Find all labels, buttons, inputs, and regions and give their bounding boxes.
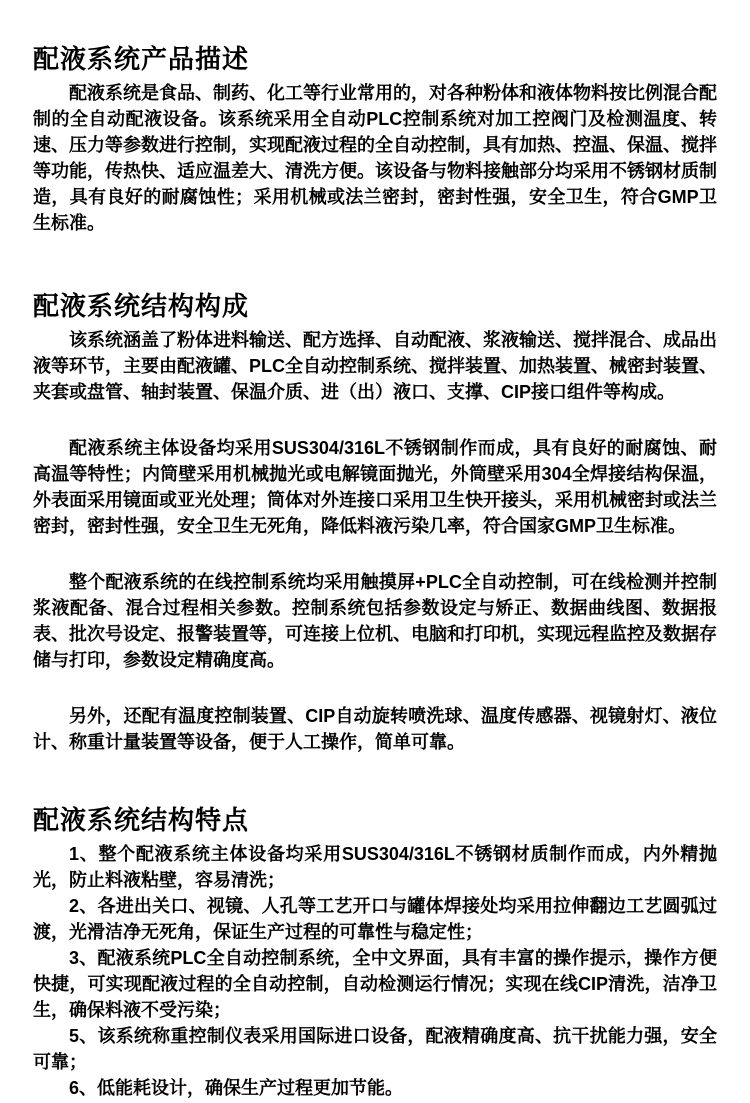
product-description-paragraph: 配液系统是食品、制药、化工等行业常用的，对各种粉体和液体物料按比例混合配制的全自动配液设备。该系统采用全自动PLC控制系统对加工控阀门及检测温度、转速、压力等参数进行控制，实现配液过程的全自动控制，具有加热、控温、保温、搅拌等功能，传热快、适应温差大、清洗方便。该设备与物料接触部分均采用不锈钢材质制造，具有良好的耐腐蚀性；采用机械或法兰密封，密封性强，安全卫生，符合GMP卫生标准。 <box>33 83 717 233</box>
feature-list-item-1: 1、整个配液系统主体设备均采用SUS304/316L不锈钢材质制作而成，内外精抛光，防止料液粘壁，容易清洗； <box>33 844 717 890</box>
section-heading-structure-composition: 配液系统结构构成 <box>33 291 250 321</box>
feature-list-item-6: 6、低能耗设计，确保生产过程更加节能。 <box>69 1078 404 1098</box>
feature-list-item-5: 5、该系统称重控制仪表采用国际进口设备，配液精确度高、抗干扰能力强，安全可靠； <box>33 1026 717 1072</box>
structure-composition-paragraph-2: 配液系统主体设备均采用SUS304/316L不锈钢制作而成，具有良好的耐腐蚀、耐高温等特性；内筒壁采用机械抛光或电解镜面抛光，外筒壁采用304全焊接结构保温，外表面采用镜面或亚光处理；筒体对外连接口采用卫生快开接头，采用机械密封或法兰密封，密封性强，安全卫生无死角，降低料液污染几率，符合国家GMP卫生标准。 <box>33 438 717 536</box>
section-heading-structure-features: 配液系统结构特点 <box>33 805 250 835</box>
section-heading-product-description: 配液系统产品描述 <box>33 44 250 74</box>
structure-composition-paragraph-1: 该系统涵盖了粉体进料输送、配方选择、自动配液、浆液输送、搅拌混合、成品出液等环节，主要由配液罐、PLC全自动控制系统、搅拌装置、加热装置、械密封装置、夹套或盘管、轴封装置、保温介质、进（出）液口、支撑、CIP接口组件等构成。 <box>33 330 717 402</box>
feature-list-item-2: 2、各进出关口、视镜、人孔等工艺开口与罐体焊接处均采用拉伸翻边工艺圆弧过渡，光滑洁净无死角，保证生产过程的可靠性与稳定性； <box>33 896 717 942</box>
feature-list-item-3: 3、配液系统PLC全自动控制系统，全中文界面，具有丰富的操作提示，操作方便快捷，可实现配液过程的全自动控制，自动检测运行情况；实现在线CIP清洗，洁净卫生，确保料液不受污染； <box>33 948 717 1020</box>
structure-composition-paragraph-3: 整个配液系统的在线控制系统均采用触摸屏+PLC全自动控制，可在线检测并控制浆液配备、混合过程相关参数。控制系统包括参数设定与矫正、数据曲线图、数据报表、批次号设定、报警装置等，可连接上位机、电脑和打印机，实现远程监控及数据存储与打印，参数设定精确度高。 <box>33 572 717 670</box>
structure-composition-paragraph-4: 另外，还配有温度控制装置、CIP自动旋转喷洗球、温度传感器、视镜射灯、液位计、称重计量装置等设备，便于人工操作，简单可靠。 <box>33 706 717 752</box>
